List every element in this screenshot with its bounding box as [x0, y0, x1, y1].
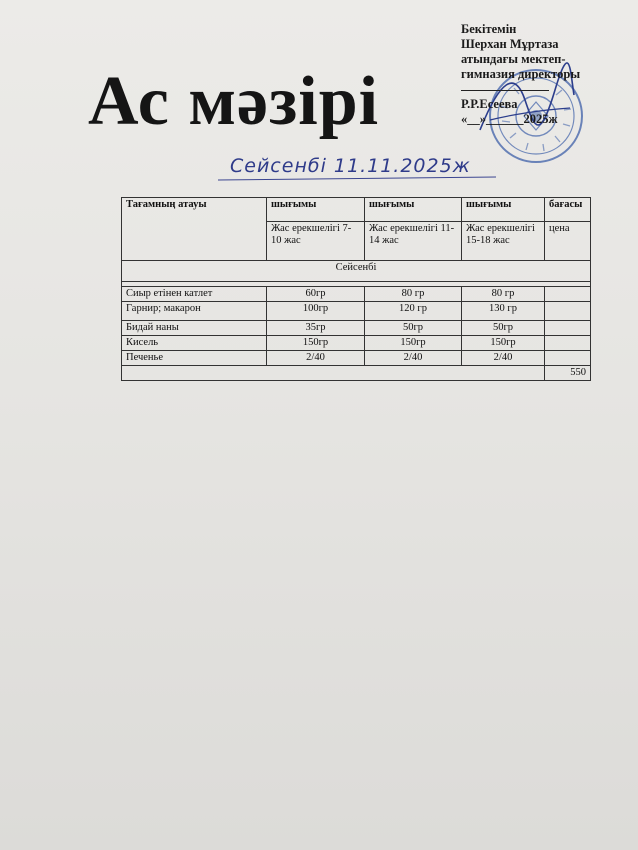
portion-15-18: 80 гр [462, 287, 545, 302]
approval-date: «__»______2025ж [461, 112, 558, 126]
portion-7-10: 35гр [267, 321, 365, 336]
approval-signer: Р.Р.Есеева [461, 97, 518, 111]
dish-name: Печенье [122, 351, 267, 366]
portion-15-18: 150гр [462, 336, 545, 351]
table-row [122, 287, 591, 302]
total-price: 550 [545, 366, 591, 381]
day-row [122, 261, 591, 282]
approval-block [461, 22, 638, 127]
date-underline [218, 177, 496, 181]
portion-7-10: 2/40 [267, 351, 365, 366]
portion-11-14: 80 гр [365, 287, 462, 302]
approval-line-2: Шерхан Мұртаза [461, 37, 559, 51]
subheader-price: цена [545, 222, 591, 261]
day-label: Сейсенбі [122, 261, 591, 282]
dish-name: Сиыр етінен катлет [122, 287, 267, 302]
header-price: бағасы [545, 198, 591, 222]
approval-line-1: Бекітемін [461, 22, 517, 36]
handwritten-date: Сейсенбі 11.11.2025ж [230, 155, 471, 177]
portion-15-18: 2/40 [462, 351, 545, 366]
dish-name: Кисель [122, 336, 267, 351]
portion-7-10: 60гр [267, 287, 365, 302]
header-portion-3: шығымы [462, 198, 545, 222]
approval-line-3: атындағы мектеп- [461, 52, 566, 66]
total-row [122, 366, 591, 381]
header-portion-1: шығымы [267, 198, 365, 222]
page-title: Ас мәзірі [88, 63, 380, 140]
price-cell [545, 351, 591, 366]
menu-table [121, 197, 591, 381]
table-row [122, 302, 591, 321]
subheader-age-11-14: Жас ерекшелігі 11-14 жас [365, 222, 462, 261]
portion-15-18: 50гр [462, 321, 545, 336]
table-row [122, 336, 591, 351]
header-portion-2: шығымы [365, 198, 462, 222]
signature-underline [461, 82, 549, 91]
total-label-cell [122, 366, 545, 381]
price-cell [545, 336, 591, 351]
portion-11-14: 120 гр [365, 302, 462, 321]
table-header-row [122, 198, 591, 222]
price-cell [545, 287, 591, 302]
portion-11-14: 150гр [365, 336, 462, 351]
price-cell [545, 321, 591, 336]
portion-11-14: 50гр [365, 321, 462, 336]
subheader-age-15-18: Жас ерекшелігі 15-18 жас [462, 222, 545, 261]
table-row [122, 351, 591, 366]
header-dish-name: Тағамның атауы [122, 198, 267, 261]
table-row [122, 321, 591, 336]
subheader-age-7-10: Жас ерекшелігі 7-10 жас [267, 222, 365, 261]
portion-7-10: 150гр [267, 336, 365, 351]
portion-15-18: 130 гр [462, 302, 545, 321]
dish-name: Гарнир; макарон [122, 302, 267, 321]
portion-11-14: 2/40 [365, 351, 462, 366]
approval-line-4: гимназия директоры [461, 67, 581, 81]
price-cell [545, 302, 591, 321]
dish-name: Бидай наны [122, 321, 267, 336]
portion-7-10: 100гр [267, 302, 365, 321]
